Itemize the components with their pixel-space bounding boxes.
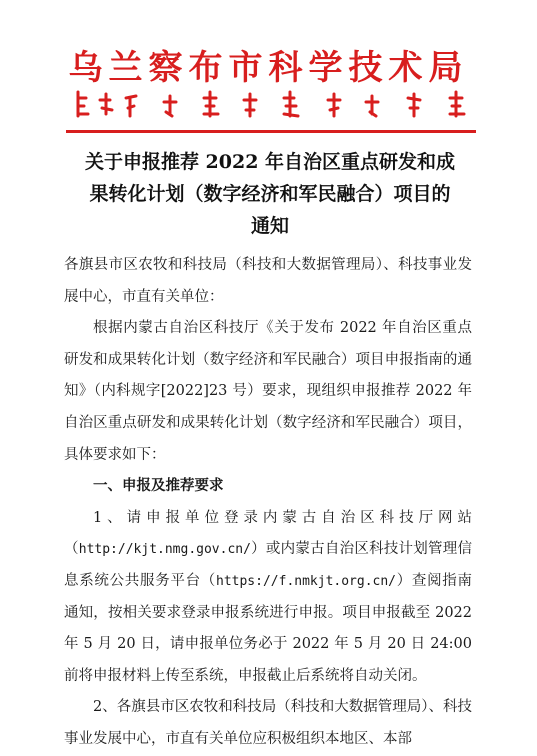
masthead-divider xyxy=(66,130,476,133)
intro-paragraph: 根据内蒙古自治区科技厅《关于发布 2022 年自治区重点研发和成果转化计划（数字经济和军民融合）项目申报指南的通知》（内科规字[2022]23 号）要求，现组织申报推荐 2022 年自治区重点研发和成果转化计划（数字经济和军民融合）项目，具体要求如下： xyxy=(64,320,472,463)
document-title xyxy=(60,146,480,242)
item-1-text-a: 1、请申报单位登录内蒙古自治区科技厅网站（ xyxy=(64,509,472,558)
agency-masthead: 乌兰察布市科学技术局 xyxy=(68,48,469,88)
title-line-1: 关于申报推荐 2022 年自治区重点研发和成 xyxy=(84,151,456,173)
mongolian-script-masthead xyxy=(72,88,472,120)
section-heading-1: 一、申报及推荐要求 xyxy=(93,478,224,495)
nmkjt-platform-link[interactable]: https://f.nmkjt.org.cn/ xyxy=(216,573,397,589)
addressee-paragraph: 各旗县市区农牧和科技局（科技和大数据管理局）、科技事业发展中心，市直有关单位： xyxy=(64,257,472,305)
item-1-text-b: ）或内蒙古自治区科技计划管理信息系统公共服务平台（ xyxy=(64,541,473,589)
title-line-2: 果转化计划（数字经济和军民融合）项目的 xyxy=(89,183,451,205)
title-line-3: 通知 xyxy=(250,215,289,237)
kjt-website-link[interactable]: http://kjt.nmg.gov.cn/ xyxy=(78,542,251,558)
item-2-paragraph: 2、各旗县市区农牧和科技局（科技和大数据管理局）、科技事业发展中心，市直有关单位应积极组织本地区、本部 xyxy=(64,699,472,747)
item-1-paragraph xyxy=(64,503,472,693)
document-body xyxy=(64,250,472,756)
item-1-text-c: ）查阅指南通知，按相关要求登录申报系统进行申报。项目申报截至 2022 年 5 月 20 日，请申报单位务必于 2022 年 5 月 20 日 24:00 前将申报材料上传至系统，申报截止后系统将自动关闭。 xyxy=(64,572,473,684)
